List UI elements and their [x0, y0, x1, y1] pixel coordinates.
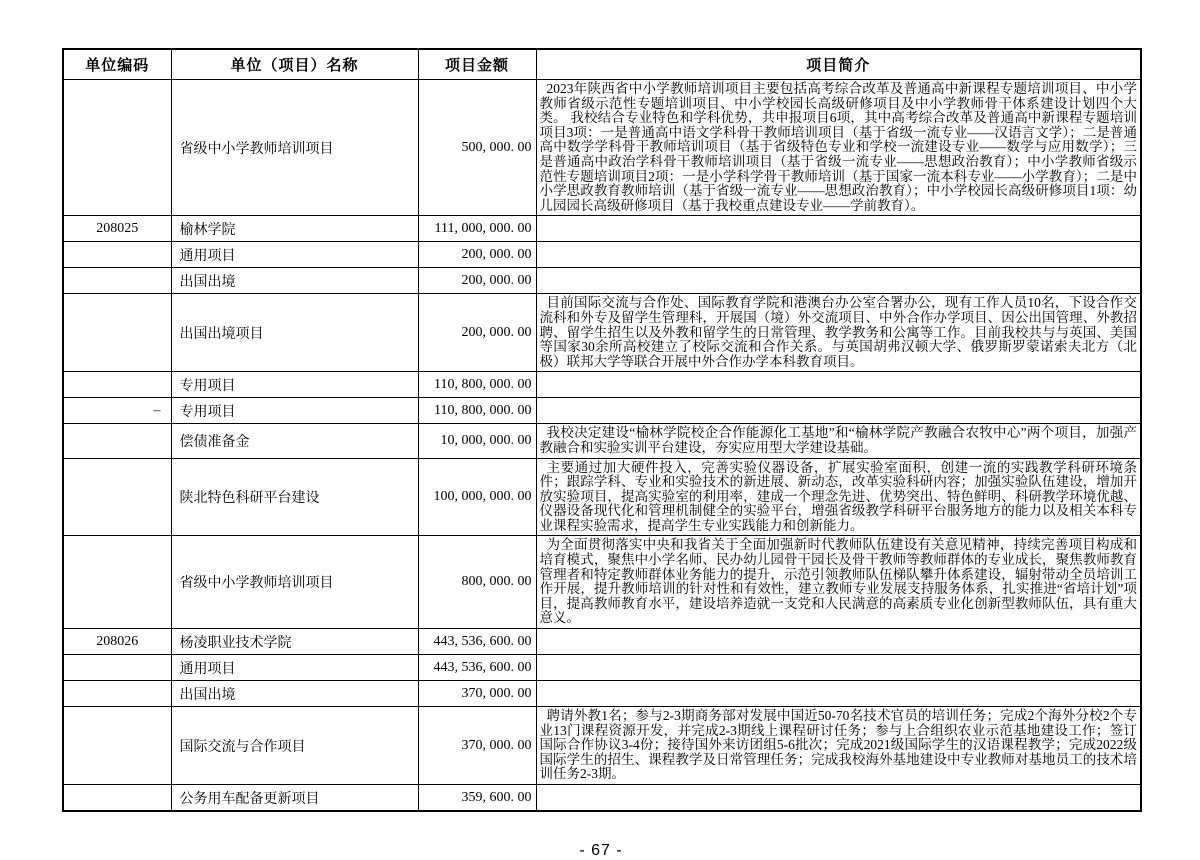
table-header-row: [63, 49, 1141, 80]
amount-cell: 800, 000. 00: [418, 536, 536, 629]
unit-code-cell: [63, 80, 171, 216]
amount-cell: 100, 000, 000. 00: [418, 458, 536, 536]
page-number: - 67 -: [579, 842, 623, 859]
table-row: [63, 80, 1141, 216]
amount-cell: 110, 800, 000. 00: [418, 398, 536, 424]
amount-cell: 443, 536, 600. 00: [418, 629, 536, 655]
amount-cell: 370, 000. 00: [418, 707, 536, 785]
unit-code-cell: [63, 372, 171, 398]
description-cell: [536, 398, 1141, 424]
table-row: [63, 785, 1141, 812]
table-row: [63, 707, 1141, 785]
amount-cell: 443, 536, 600. 00: [418, 655, 536, 681]
table-row: [63, 424, 1141, 458]
project-name-cell: 专用项目: [171, 372, 418, 398]
project-name-cell: 公务用车配备更新项目: [171, 785, 418, 812]
column-header: 单位（项目）名称: [171, 49, 418, 80]
description-cell: [536, 655, 1141, 681]
description-cell: 我校决定建设“榆林学院校企合作能源化工基地”和“榆林学院产教融合农牧中心”两个项目，加强产教融合和实验实训平台建设，夯实应用型大学建设基础。: [536, 424, 1141, 458]
table-row: [63, 629, 1141, 655]
description-cell: 聘请外教1名；参与2-3期商务部对发展中国近50-70名技术官员的培训任务；完成2个海外分校2个专业13门课程资源开发，并完成2-3期线上课程研讨任务；参与上合组织农业示范基地建设工作；签订国际合作协议3-4份；接待国外来访团组5-6批次；完成2021级国际学生的汉语课程教学；完成2022级国际学生的招生、课程教学及日常管理任务；完成我校海外基地建设中专业教师对基地员工的技术培训任务2-3期。: [536, 707, 1141, 785]
unit-code-cell: [63, 458, 171, 536]
amount-cell: 111, 000, 000. 00: [418, 216, 536, 242]
project-name-cell: 偿债准备金: [171, 424, 418, 458]
project-name-cell: 通用项目: [171, 242, 418, 268]
project-name-cell: 省级中小学教师培训项目: [171, 80, 418, 216]
unit-code-cell: [63, 655, 171, 681]
project-name-cell: 出国出境: [171, 268, 418, 294]
unit-code-cell: 208025: [63, 216, 171, 242]
amount-cell: 10, 000, 000. 00: [418, 424, 536, 458]
budget-table: [62, 48, 1142, 812]
project-name-cell: 国际交流与合作项目: [171, 707, 418, 785]
description-cell: [536, 216, 1141, 242]
column-header: 项目简介: [536, 49, 1141, 80]
unit-code-cell: –: [63, 398, 171, 424]
amount-cell: 359, 600. 00: [418, 785, 536, 812]
table-row: [63, 536, 1141, 629]
description-cell: [536, 242, 1141, 268]
unit-code-cell: [63, 424, 171, 458]
unit-code-cell: [63, 707, 171, 785]
project-name-cell: 通用项目: [171, 655, 418, 681]
description-cell: [536, 785, 1141, 812]
table-row: [63, 242, 1141, 268]
table-row: [63, 268, 1141, 294]
amount-cell: 200, 000. 00: [418, 242, 536, 268]
unit-code-cell: [63, 785, 171, 812]
project-name-cell: 省级中小学教师培训项目: [171, 536, 418, 629]
description-cell: 为全面贯彻落实中央和我省关于全面加强新时代教师队伍建设有关意见精神，持续完善项目构成和培育模式，聚焦中小学名师、民办幼儿园骨干园长及骨干教师等教师群体的专业成长，聚焦教师教育管理者和特定教师群体业务能力的提升，示范引领教师队伍梯队攀升体系建设，辐射带动全员培训工作开展，提升教师培训的针对性和有效性，建立教师专业发展支持服务体系，扎实推进“省培计划”项目，提高教师教育水平，建设培养造就一支党和人民满意的高素质专业化创新型教师队伍，具有重大意义。: [536, 536, 1141, 629]
amount-cell: 500, 000. 00: [418, 80, 536, 216]
column-header: 单位编码: [63, 49, 171, 80]
project-name-cell: 出国出境: [171, 681, 418, 707]
table-row: [63, 681, 1141, 707]
column-header: 项目金额: [418, 49, 536, 80]
table-row: [63, 398, 1141, 424]
unit-code-cell: [63, 681, 171, 707]
project-name-cell: 出国出境项目: [171, 294, 418, 372]
project-name-cell: 专用项目: [171, 398, 418, 424]
description-cell: [536, 372, 1141, 398]
description-cell: [536, 681, 1141, 707]
table-row: [63, 372, 1141, 398]
description-cell: 主要通过加大硬件投入，完善实验仪器设备，扩展实验室面积，创建一流的实践教学科研环境条件；跟踪学科、专业和实验技术的新进展、新动态，改革实验科研内容；加强实验队伍建设，增加开放实验项目，提高实验室的利用率，建成一个理念先进、优势突出、特色鲜明、科研教学环境优越、仪器设备现代化和管理机制健全的实验平台，增强省级教学科研平台服务地方的能力以及相关本科专业课程实验需求，提高学生专业实践能力和创新能力。: [536, 458, 1141, 536]
table-row: [63, 294, 1141, 372]
table-row: [63, 655, 1141, 681]
unit-code-cell: [63, 536, 171, 629]
unit-code-cell: [63, 268, 171, 294]
project-name-cell: 陕北特色科研平台建设: [171, 458, 418, 536]
project-name-cell: 杨凌职业技术学院: [171, 629, 418, 655]
table-row: [63, 458, 1141, 536]
unit-code-cell: 208026: [63, 629, 171, 655]
amount-cell: 200, 000. 00: [418, 294, 536, 372]
description-cell: 2023年陕西省中小学教师培训项目主要包括高考综合改革及普通高中新课程专题培训项目、中小学教师省级示范性专题培训项目、中小学校园长高级研修项目及中小学教师骨干体系建设计划四个大类。 我校结合专业特色和学科优势，共申报项目6项，其中高考综合改革及普通高中新课程专题培训项目3项：一是普通高中语文学科骨干教师培训项目（基于省级一流专业——汉语言文学）；二是普通高中数学学科骨干教师培训项目（基于省级特色专业和学校一流建设专业——数学与应用数学）；三是普通高中政治学科骨干教师培训项目（基于省级一流专业——思想政治教育）；中小学教师省级示范性专题培训项目2项：一是小学科学骨干教师培训（基于国家一流本科专业——小学教育）；二是中小学思政教育教师培训（基于省级一流专业——思想政治教育）；中小学校园长高级研修项目1项：幼儿园园长高级研修项目（基于我校重点建设专业——学前教育）。: [536, 80, 1141, 216]
unit-code-cell: [63, 242, 171, 268]
description-cell: [536, 629, 1141, 655]
amount-cell: 370, 000. 00: [418, 681, 536, 707]
project-name-cell: 榆林学院: [171, 216, 418, 242]
amount-cell: 200, 000. 00: [418, 268, 536, 294]
unit-code-cell: [63, 294, 171, 372]
description-cell: 目前国际交流与合作处、国际教育学院和港澳台办公室合署办公，现有工作人员10名，下设合作交流科和外专及留学生管理科，开展国（境）外交流项目、中外合作办学项目、因公出国管理、外教招聘、留学生招生以及外教和留学生的日常管理、教学教务和公寓等工作。目前我校共与与英国、美国等国家30余所高校建立了校际交流和合作关系。与英国胡弗汉顿大学、俄罗斯罗蒙诺索夫北方（北极）联邦大学等联合开展中外合作办学本科教育项目。: [536, 294, 1141, 372]
amount-cell: 110, 800, 000. 00: [418, 372, 536, 398]
table-row: [63, 216, 1141, 242]
description-cell: [536, 268, 1141, 294]
